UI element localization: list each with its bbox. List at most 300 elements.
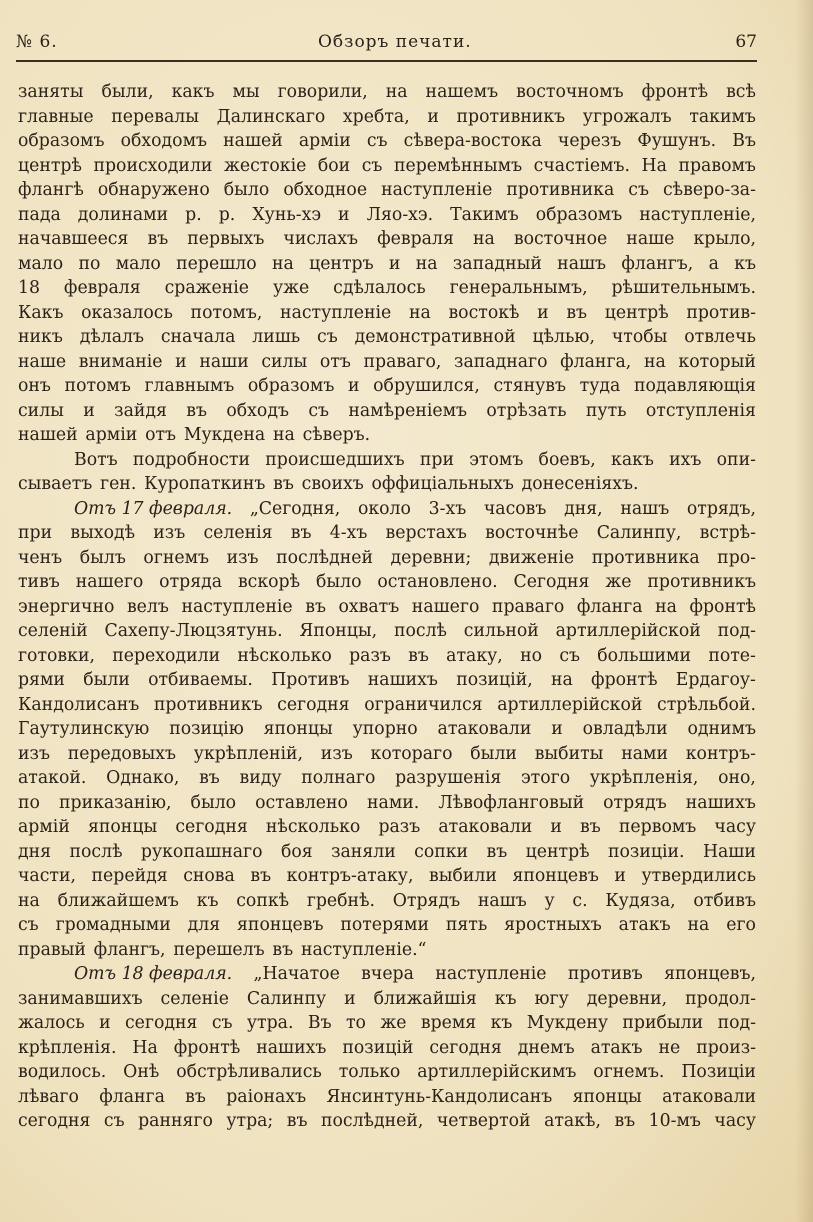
word: около xyxy=(357,498,411,519)
word: утра. xyxy=(246,1013,294,1033)
word: наши xyxy=(199,351,249,372)
word: Кудяза, xyxy=(605,890,676,911)
word: были xyxy=(83,670,130,690)
word: укрѣпленія, xyxy=(589,768,699,788)
word: часу xyxy=(714,817,756,837)
word: нѣсколько xyxy=(237,645,332,666)
word: послѣдней, xyxy=(320,1111,424,1131)
word: утра; xyxy=(226,1111,274,1131)
word: выходѣ xyxy=(70,523,136,543)
word: западнаго xyxy=(454,351,548,372)
word: полнаго xyxy=(301,768,376,788)
word: атакъ xyxy=(618,915,671,935)
word: нашемъ xyxy=(425,82,499,102)
word: противника xyxy=(591,547,700,568)
word: сраженіе xyxy=(164,278,250,298)
word: бои xyxy=(317,155,351,176)
word: мало xyxy=(18,253,64,274)
word: центръ xyxy=(309,253,374,274)
word: дня xyxy=(18,841,52,862)
word: про- xyxy=(717,547,756,568)
word: западный xyxy=(452,253,542,274)
word: къ xyxy=(196,890,219,911)
word: въ xyxy=(580,817,601,837)
word: вскорѣ xyxy=(237,572,301,592)
word: под- xyxy=(717,1013,756,1033)
word: съ xyxy=(211,1013,233,1033)
word: а xyxy=(708,253,719,274)
word: восточнѣе xyxy=(485,523,579,543)
word: произ- xyxy=(696,1037,756,1058)
word: наше xyxy=(626,229,675,249)
word: онъ xyxy=(18,376,51,396)
page-number: 67 xyxy=(735,32,757,52)
word: нашихъ xyxy=(256,1037,327,1058)
word: нашей xyxy=(18,425,78,445)
word: всѣ xyxy=(726,82,756,102)
word: арміи xyxy=(85,425,138,445)
word: по xyxy=(18,792,40,813)
word: перевалы xyxy=(111,106,200,127)
word: путь xyxy=(585,400,627,421)
word: въ xyxy=(273,474,294,494)
word: этого xyxy=(521,768,571,788)
word: своихъ xyxy=(301,474,364,494)
word: перемѣннымъ xyxy=(393,155,523,176)
text-line xyxy=(18,129,756,154)
word: съ xyxy=(18,915,39,935)
word: въ xyxy=(408,645,429,666)
word: югу xyxy=(534,988,569,1009)
word: оставлено xyxy=(255,792,348,813)
word: флангъ, xyxy=(621,253,694,274)
word: армій xyxy=(18,817,70,837)
word: огнемъ xyxy=(143,547,210,568)
word: флангъ, xyxy=(93,939,166,960)
word: разъ xyxy=(349,645,391,666)
word: атаковали xyxy=(662,1086,756,1107)
word: встрѣ- xyxy=(699,523,756,543)
word: рѣшительнымъ. xyxy=(611,278,756,298)
word: донесеніяхъ. xyxy=(521,474,639,494)
word: отъ xyxy=(145,425,177,445)
word: числахъ xyxy=(283,229,359,249)
word: сегодня xyxy=(429,1037,502,1058)
word: нашихъ xyxy=(685,792,756,813)
word: и xyxy=(347,376,360,396)
word: снова xyxy=(183,866,235,886)
word: 18 xyxy=(18,278,40,298)
text-line xyxy=(18,154,756,179)
text-line xyxy=(18,1011,756,1036)
text-line xyxy=(18,791,756,816)
word: атаку, xyxy=(446,645,503,666)
word: вниманіе xyxy=(78,351,163,372)
word: на xyxy=(385,82,408,102)
word: Въ xyxy=(732,131,756,151)
word: переходили xyxy=(112,645,221,666)
word: главнымъ xyxy=(144,376,235,396)
word: на xyxy=(643,351,666,372)
word: Противъ xyxy=(271,670,350,690)
running-title: Обзоръ печати. xyxy=(318,32,472,52)
word: сываетъ xyxy=(18,474,93,494)
date-heading: Отъ 18 февраля. xyxy=(74,964,233,984)
word: заняты xyxy=(18,82,84,102)
word: Ердагоу- xyxy=(675,670,756,690)
word: нѣсколько xyxy=(265,817,361,837)
word: же xyxy=(380,1013,407,1033)
word: виду xyxy=(239,768,282,788)
text-line xyxy=(18,595,756,620)
word: фронтѣ xyxy=(591,670,658,690)
word: правый xyxy=(18,939,86,960)
word: къ xyxy=(490,1013,513,1033)
word: нашъ xyxy=(477,890,527,911)
word: Гаутулинскую xyxy=(18,719,150,739)
word: послѣ xyxy=(393,621,447,641)
word: Янсинтунь-Кандолисанъ xyxy=(326,1086,553,1107)
word: сильной xyxy=(463,621,539,641)
word: намѣреніемъ xyxy=(348,400,468,421)
issue-number: № 6. xyxy=(16,32,58,52)
word: части, xyxy=(18,866,76,886)
word: для xyxy=(187,915,221,935)
word: главные xyxy=(18,106,94,127)
text-line xyxy=(18,105,756,130)
word: въ xyxy=(305,596,326,617)
text-line xyxy=(18,619,756,644)
word: боя xyxy=(280,841,313,862)
word: раіонахъ xyxy=(226,1086,307,1107)
word: артиллерійской xyxy=(555,621,701,641)
word: артиллерійскимъ xyxy=(417,1062,577,1082)
word: по xyxy=(78,253,101,274)
text-line xyxy=(18,448,756,473)
word: нашъ xyxy=(557,253,607,274)
word: съ xyxy=(317,327,338,347)
word: прибыли xyxy=(622,1013,704,1033)
word: позиціи. xyxy=(607,841,685,862)
word: обнаружено xyxy=(97,180,210,200)
word: обходомъ xyxy=(120,131,208,151)
word: то xyxy=(345,1013,366,1033)
word: Кандолисанъ xyxy=(18,694,140,715)
word: Ляо-хэ. xyxy=(366,204,434,225)
word: какъ xyxy=(611,449,654,470)
word: отвлечь xyxy=(684,327,756,347)
word: сегодня xyxy=(175,817,248,837)
text-line xyxy=(18,766,756,791)
word: японцевъ, xyxy=(664,964,756,984)
word: съ xyxy=(103,1111,125,1131)
word: какъ xyxy=(171,82,215,102)
word: образомъ xyxy=(18,131,105,151)
text-line xyxy=(18,840,756,865)
word: разъ xyxy=(378,817,421,837)
word: сначала xyxy=(160,327,236,347)
word: нашихъ xyxy=(367,670,438,690)
word: жалось xyxy=(18,1013,85,1033)
word: въ xyxy=(486,841,508,862)
word: яростныхъ xyxy=(504,915,602,935)
word: послѣдней xyxy=(276,547,373,568)
word: съ xyxy=(628,180,649,200)
word: японцевъ xyxy=(512,866,599,886)
word: этомъ xyxy=(469,449,524,470)
word: фронтѣ xyxy=(641,82,709,102)
word: японцы xyxy=(87,817,158,837)
word: генеральнымъ, xyxy=(449,278,588,298)
word: контръ-атаку, xyxy=(286,866,414,886)
word: ген. xyxy=(100,474,137,494)
word: часу xyxy=(714,1111,756,1131)
word: энергично xyxy=(18,596,115,617)
word: мы xyxy=(232,82,260,102)
text-line xyxy=(18,374,756,399)
word: Куропаткинъ xyxy=(144,474,266,494)
word: перешелъ xyxy=(173,939,265,960)
word: на xyxy=(408,302,431,323)
word: изъ xyxy=(153,523,186,543)
word: однимъ xyxy=(687,719,756,739)
word: ченъ xyxy=(18,547,63,568)
word: дня, xyxy=(564,498,603,519)
word: наступленіе, xyxy=(639,204,756,225)
word: Вотъ xyxy=(74,449,118,470)
word: Позиціи xyxy=(681,1062,756,1082)
word: большими xyxy=(597,645,692,666)
text-line xyxy=(18,472,756,497)
word: пада xyxy=(18,204,61,225)
word: время xyxy=(420,1013,477,1033)
word: первомъ xyxy=(618,817,697,837)
word: наступленіе xyxy=(381,180,493,200)
word: нашъ xyxy=(620,498,670,519)
text-line xyxy=(18,350,756,375)
word: сопки xyxy=(414,841,469,862)
word: японцевъ xyxy=(237,915,324,935)
word: были, xyxy=(101,82,154,102)
word: чтобы xyxy=(611,327,668,347)
text-line xyxy=(18,276,756,301)
word: отбивъ xyxy=(693,890,756,911)
word: вчера xyxy=(361,964,414,984)
word: Далинскаго xyxy=(216,106,326,127)
word: Мукдену xyxy=(526,1013,609,1033)
word: часовъ xyxy=(483,498,547,519)
word: противъ xyxy=(567,964,643,984)
word: ранняго xyxy=(138,1111,213,1131)
word: деревни, xyxy=(586,988,668,1009)
word: огнемъ. xyxy=(593,1062,665,1082)
word: отрядъ, xyxy=(686,498,756,519)
text-line xyxy=(18,913,756,938)
word: и xyxy=(537,302,549,323)
word: праваго, xyxy=(363,351,442,372)
word: передовыхъ xyxy=(67,743,177,764)
word: сѣверъ. xyxy=(302,425,371,445)
word: наступленіе xyxy=(435,964,547,984)
word: овладѣли xyxy=(582,719,668,739)
word: потомъ, xyxy=(190,302,263,323)
word: отъ xyxy=(319,351,351,372)
word: лишь xyxy=(252,327,301,347)
word: его xyxy=(726,915,756,935)
word: контръ- xyxy=(685,743,756,764)
word: потомъ xyxy=(64,376,131,396)
word: тивъ xyxy=(18,572,60,592)
word: на xyxy=(472,229,495,249)
word: обстрѣливались xyxy=(176,1062,322,1082)
word: наступленіе xyxy=(280,302,392,323)
text-line xyxy=(18,423,756,448)
word: сѣвера-востока xyxy=(403,131,542,151)
word: Какъ xyxy=(18,302,64,323)
word: происходили xyxy=(93,155,213,176)
word: происшедшихъ xyxy=(265,449,405,470)
word: лѣваго xyxy=(18,1086,79,1107)
word: наступленіе.“ xyxy=(300,939,427,960)
word: крыло, xyxy=(693,229,756,249)
word: центрѣ xyxy=(525,841,590,862)
word: громадными xyxy=(55,915,171,935)
text-line xyxy=(18,1036,756,1061)
word: востокѣ xyxy=(448,302,520,323)
word: ихъ xyxy=(669,449,702,470)
word: и xyxy=(338,204,350,225)
word: крѣпленія. xyxy=(18,1037,117,1058)
word: обходъ xyxy=(226,400,289,421)
word: только xyxy=(338,1062,401,1082)
word: послѣ xyxy=(69,841,123,862)
word: арміи xyxy=(298,131,351,151)
word: и xyxy=(99,1013,111,1033)
word: зайдя xyxy=(114,400,167,421)
text-line xyxy=(18,938,756,963)
text-line xyxy=(18,1085,756,1110)
word: готовки, xyxy=(18,645,95,666)
word: фронтѣ xyxy=(173,1037,241,1058)
word: на xyxy=(687,915,710,935)
word: Наши xyxy=(702,841,756,862)
word: сѣверо-за- xyxy=(662,180,756,200)
word: на xyxy=(655,596,677,617)
word: гребнѣ. xyxy=(306,890,375,911)
word: На xyxy=(641,155,667,176)
word: фланга, xyxy=(560,351,632,372)
word: против- xyxy=(686,302,756,323)
word: рями xyxy=(18,670,65,690)
text-line xyxy=(18,521,756,546)
word: счастіемъ. xyxy=(533,155,630,176)
text-line xyxy=(18,252,756,277)
word: черезъ xyxy=(557,131,622,151)
word: подавляющія xyxy=(633,376,756,396)
word: къ xyxy=(494,988,517,1009)
word: фланга xyxy=(576,596,643,617)
text-line xyxy=(18,668,756,693)
word: съ xyxy=(366,131,388,151)
word: въ xyxy=(185,1086,206,1107)
word: центрѣ xyxy=(604,302,669,323)
word: изъ xyxy=(18,743,50,764)
word: флангѣ xyxy=(18,180,84,200)
word: Отрядъ xyxy=(392,890,461,911)
word: изъ xyxy=(226,547,259,568)
word: позицію xyxy=(169,719,244,739)
word: оффиціальныхъ xyxy=(371,474,514,494)
text-line xyxy=(18,497,756,522)
word: такимъ xyxy=(689,106,756,127)
word: „Начатое xyxy=(253,964,340,984)
word: въ xyxy=(614,1111,636,1131)
text-line xyxy=(18,203,756,228)
word: противникъ xyxy=(153,694,263,715)
word: Японцы, xyxy=(299,621,378,641)
word: японцы xyxy=(572,1086,642,1107)
word: же xyxy=(605,572,632,592)
word: восточномъ xyxy=(516,82,624,102)
word: праваго xyxy=(491,596,565,617)
word: движеніе xyxy=(488,547,575,568)
word: цѣлью, xyxy=(532,327,595,347)
word: атаковали xyxy=(438,817,533,837)
word: въ xyxy=(286,1111,308,1131)
word: было xyxy=(315,572,362,592)
word: образомъ xyxy=(535,204,623,225)
word: водилось. xyxy=(18,1062,107,1082)
word: уже xyxy=(272,278,310,298)
word: На xyxy=(132,1037,158,1058)
word: нашего xyxy=(411,596,480,617)
word: селеніе xyxy=(160,988,229,1009)
text-line xyxy=(18,864,756,889)
word: на xyxy=(18,890,40,911)
word: и xyxy=(427,106,439,127)
word: Сегодня xyxy=(513,572,590,592)
word: отрядъ xyxy=(603,792,667,813)
word: были xyxy=(470,743,517,764)
word: который xyxy=(678,351,756,372)
word: туда xyxy=(579,376,621,396)
word: Лѣвофланговый xyxy=(438,792,585,813)
word: первыхъ xyxy=(187,229,265,249)
word: пять xyxy=(445,915,488,935)
word: образомъ xyxy=(247,376,335,396)
word: р. xyxy=(185,204,202,225)
word: атакѣ, xyxy=(544,1111,601,1131)
word: было xyxy=(223,180,270,200)
word: на xyxy=(271,253,294,274)
word: боевъ, xyxy=(538,449,596,470)
word: и xyxy=(175,351,187,372)
text-line xyxy=(18,570,756,595)
word: на xyxy=(272,425,295,445)
word: оно, xyxy=(718,768,756,788)
word: начавшееся xyxy=(18,229,129,249)
word: на xyxy=(415,253,438,274)
word: перешло xyxy=(176,253,257,274)
word: позицій, xyxy=(456,670,533,690)
word: охватъ xyxy=(338,596,400,617)
word: не xyxy=(658,1037,681,1058)
word: нами. xyxy=(367,792,420,813)
word: говорили, xyxy=(277,82,368,102)
word: Такимъ xyxy=(450,204,519,225)
word: днемъ xyxy=(517,1037,575,1058)
word: и xyxy=(550,817,562,837)
